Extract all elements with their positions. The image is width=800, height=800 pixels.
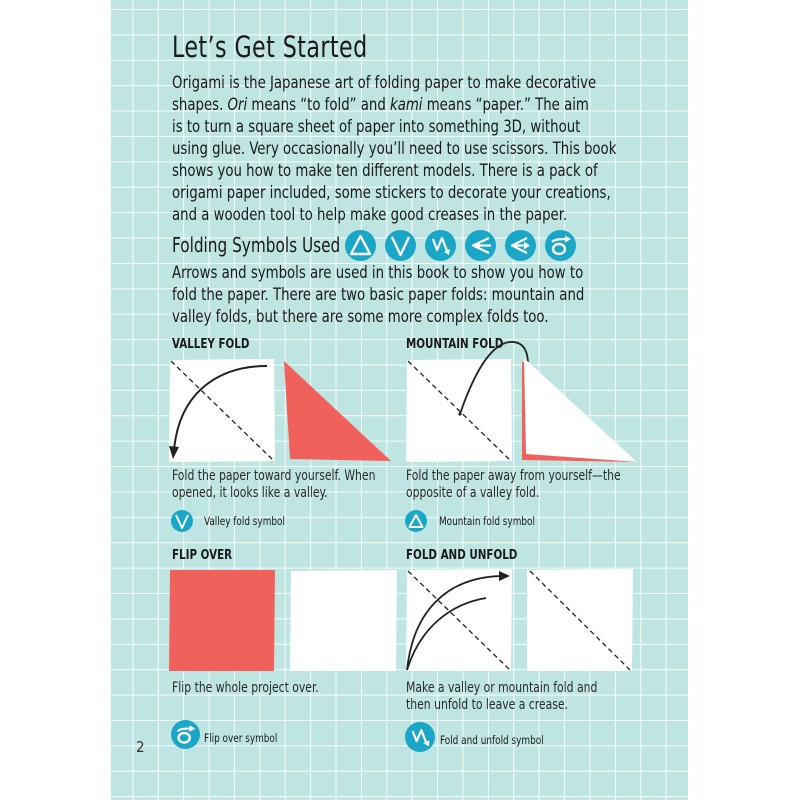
symbols-intro-line: valley folds, but there are some more complex folds too.: [172, 307, 549, 327]
fold-and-unfold-caption: [406, 680, 597, 714]
intro-line: using glue. Very occasionally you’ll need to use scissors. This book: [172, 139, 617, 159]
mountain-fold-label: MOUNTAIN FOLD: [406, 336, 504, 352]
intro-line: shows you how to make ten different models. There is a pack of: [172, 161, 598, 181]
caption-line: opposite of a valley fold.: [406, 485, 540, 501]
mountain-fold-diagram: [405, 336, 645, 464]
symbols-heading: Folding Symbols Used: [172, 233, 341, 257]
caption-line: Flip the whole project over.: [172, 680, 319, 696]
valley-fold-icon: [385, 230, 416, 261]
push-in-icon: [465, 230, 496, 261]
symbols-intro: [172, 262, 654, 328]
fold-and-unfold-small-icon: [405, 722, 435, 752]
intro-line: origami paper included, some stickers to decorate your creations,: [172, 183, 611, 203]
valley-fold-small-icon: [171, 510, 193, 532]
valley-fold-diagram: [168, 358, 398, 464]
fold-and-unfold-icon: [425, 230, 456, 261]
mountain-fold-caption: [406, 468, 621, 502]
caption-line: Make a valley or mountain fold and: [406, 680, 598, 696]
white-folded-triangle: [524, 358, 637, 462]
book-page: [111, 0, 688, 800]
valley-fold-caption: [172, 468, 375, 502]
symbols-intro-line: Arrows and symbols are used in this book to show you how to: [172, 263, 584, 283]
flip-over-icon: [545, 230, 576, 261]
mountain-fold-symbol-label: Mountain fold symbol: [439, 514, 535, 528]
flip-over-diagram: [169, 569, 401, 673]
step-fold-icon: [505, 230, 536, 261]
page-title: Let’s Get Started: [172, 30, 368, 64]
text-span: means “paper.” The aim: [422, 95, 589, 115]
caption-line: opened, it looks like a valley.: [172, 485, 328, 501]
flip-over-small-icon: [171, 720, 200, 749]
caption-line: then unfold to leave a crease.: [406, 697, 568, 713]
italic-word-kami: kami: [389, 95, 423, 115]
fold-and-unfold-diagram: [405, 568, 640, 674]
valley-fold-symbol-label: Valley fold symbol: [204, 514, 285, 528]
page-number: 2: [136, 738, 145, 756]
red-folded-triangle: [284, 361, 391, 461]
symbols-row: [345, 230, 576, 261]
mountain-fold-icon: [345, 230, 376, 261]
intro-paragraph: [172, 72, 654, 226]
valley-fold-label: VALLEY FOLD: [172, 336, 250, 352]
flip-over-caption: [172, 680, 319, 697]
intro-line: is to turn a square sheet of paper into something 3D, without: [172, 117, 581, 137]
mountain-fold-small-icon: [405, 510, 427, 532]
fold-and-unfold-label: FOLD AND UNFOLD: [406, 547, 518, 563]
flip-over-symbol-label: Flip over symbol: [204, 731, 278, 745]
white-square: [290, 570, 397, 671]
intro-line: and a wooden tool to help make good creases in the paper.: [172, 205, 568, 225]
fold-and-unfold-symbol-label: Fold and unfold symbol: [440, 733, 544, 747]
italic-word-ori: Ori: [227, 95, 248, 115]
caption-line: Fold the paper toward yourself. When: [172, 468, 376, 484]
intro-line: Origami is the Japanese art of folding paper to make decorative: [172, 73, 597, 93]
text-span: means “to fold” and: [247, 95, 390, 115]
text-span: shapes.: [172, 95, 228, 115]
intro-line: [172, 94, 654, 116]
flip-over-label: FLIP OVER: [172, 547, 233, 563]
red-square: [169, 570, 275, 671]
symbols-intro-line: fold the paper. There are two basic paper folds: mountain and: [172, 285, 585, 305]
caption-line: Fold the paper away from yourself—the: [406, 468, 621, 484]
